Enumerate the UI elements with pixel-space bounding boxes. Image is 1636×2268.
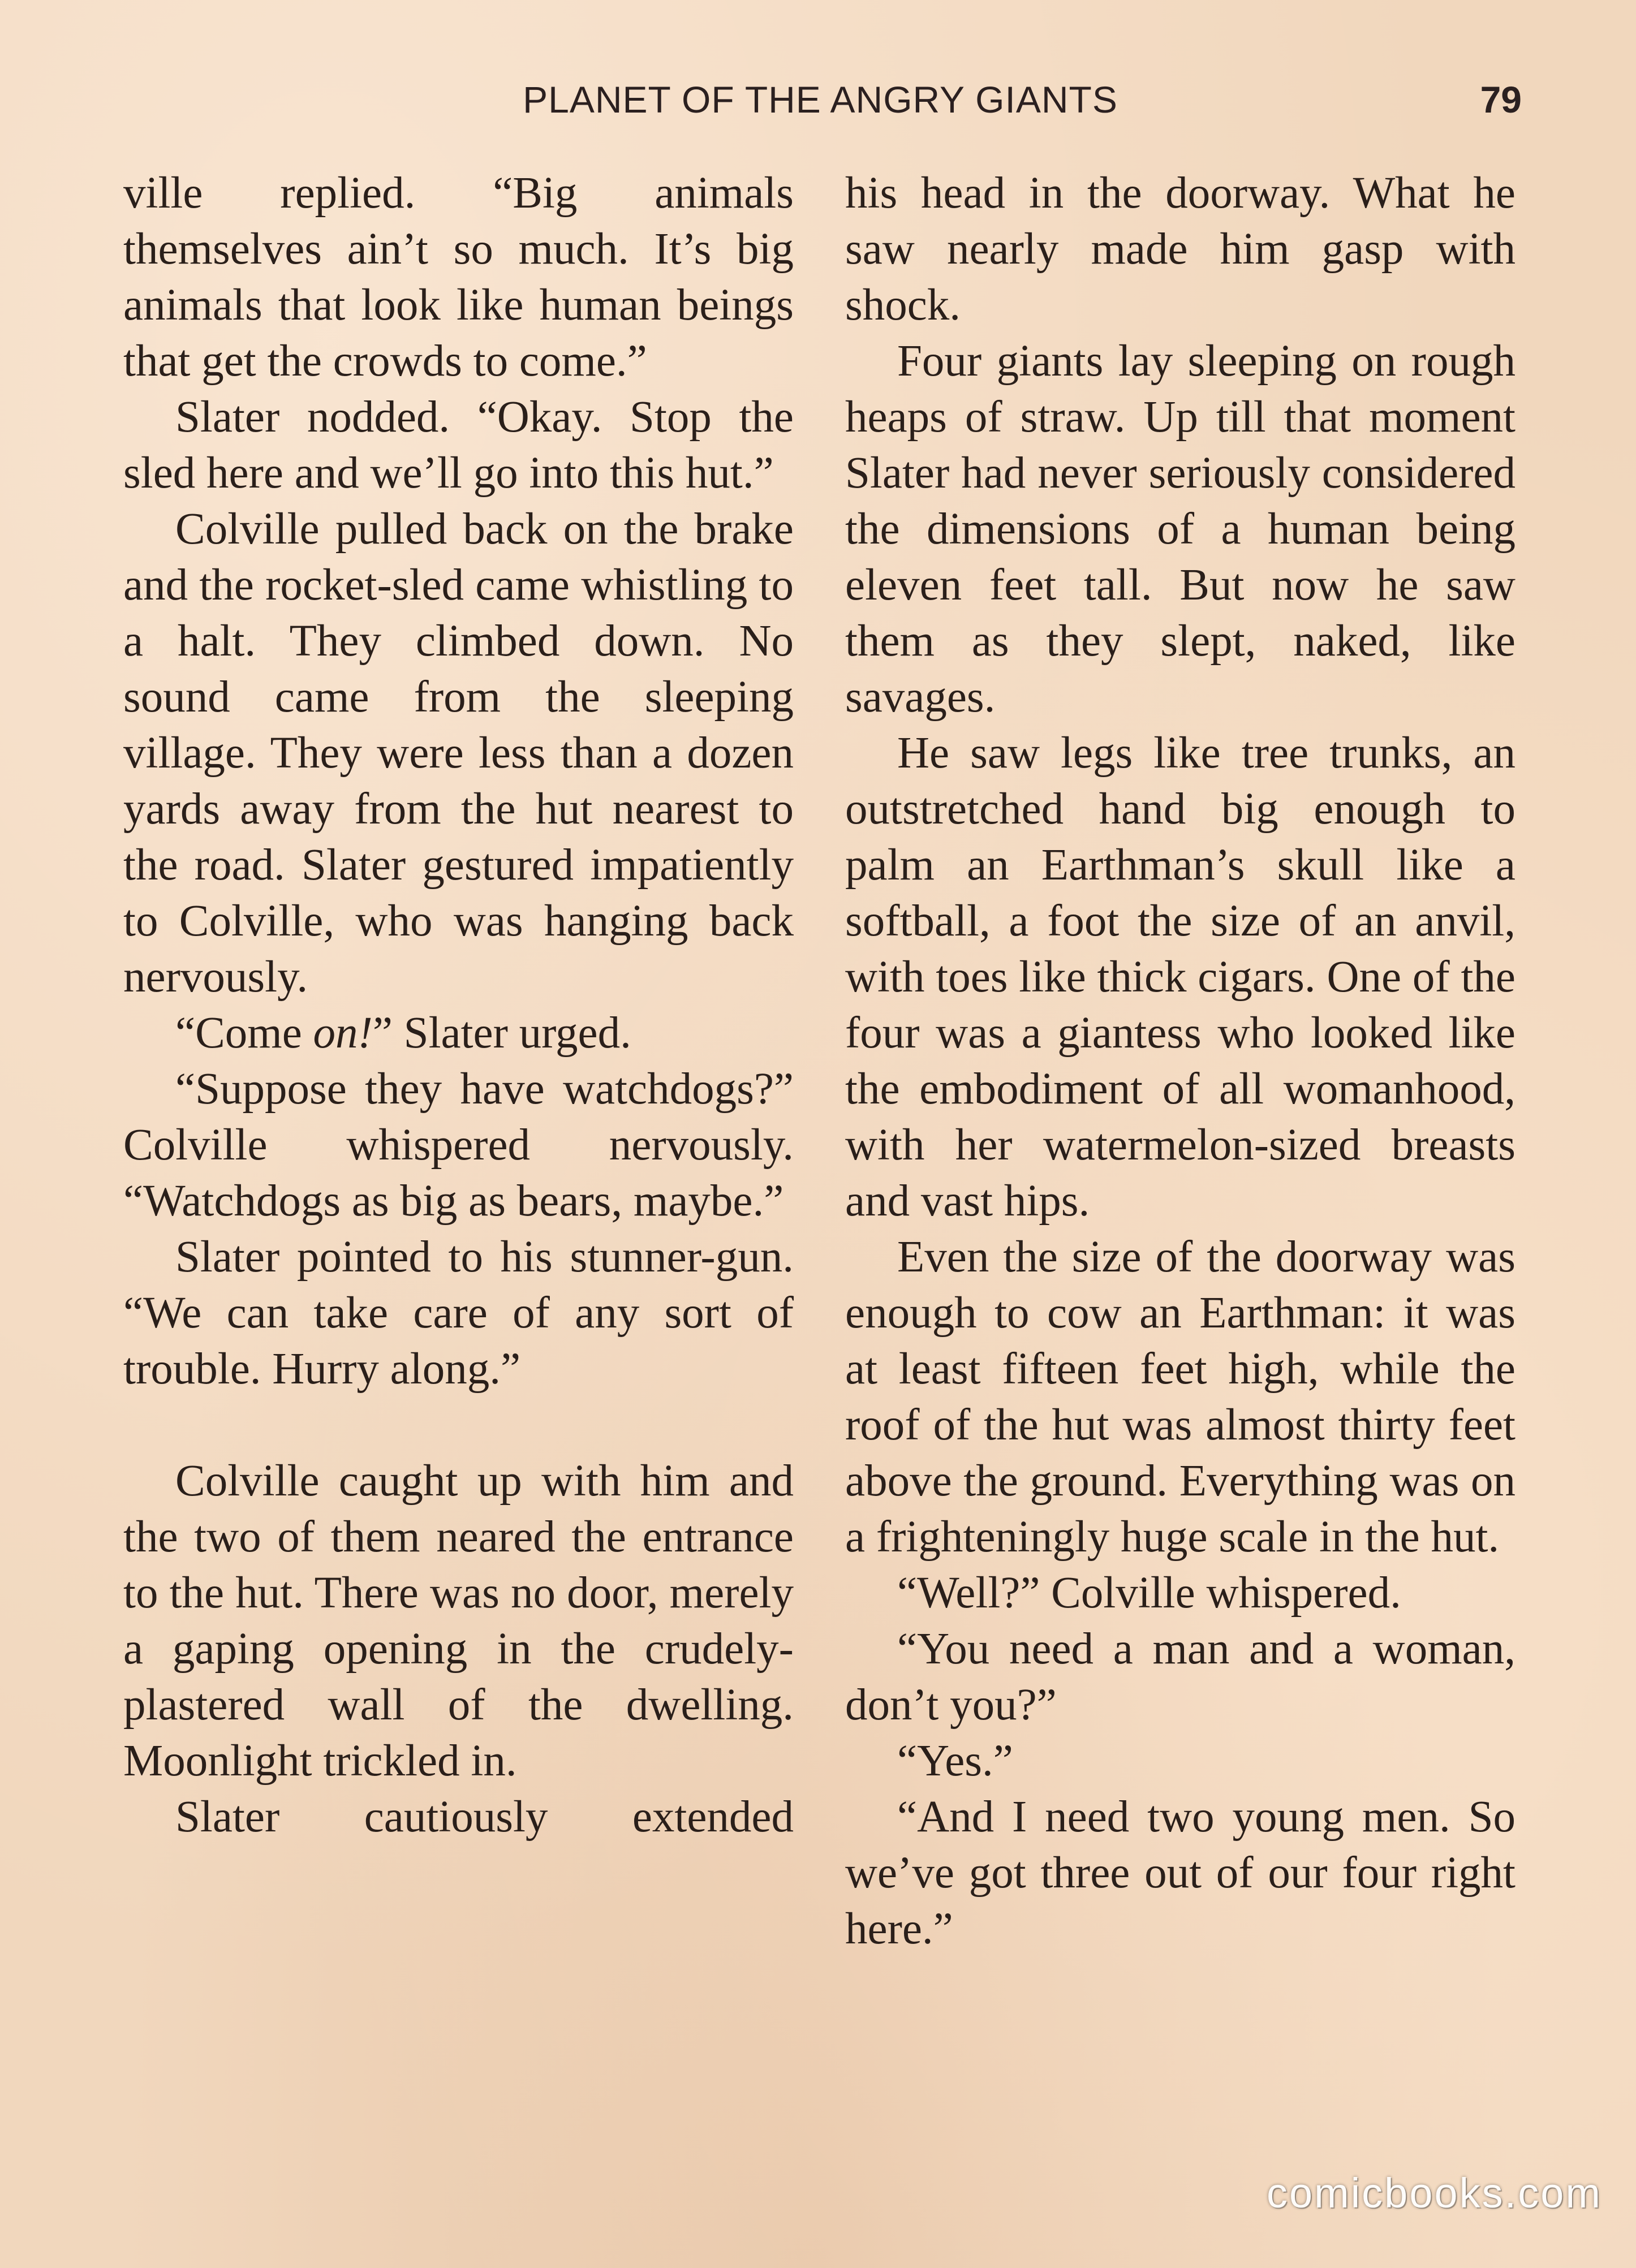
running-title: PLANET OF THE ANGRY GIANTS [523, 79, 1118, 120]
paragraph: Four giants lay sleeping on rough heaps of straw. Up till that moment Slater had never seriously considered the dimensions of a human being eleven feet tall. But now he saw them as they slept, naked, like savages. [845, 337, 1516, 722]
paragraph: Slater nodded. “Okay. Stop the sled here and we’ll go into this hut.” [123, 393, 794, 498]
paragraph: He saw legs like tree trunks, an outstretched hand big enough to palm an Earthman’s skull like a softball, a foot the size of an anvil, with toes like thick cigars. One of the four was a giantess who looked like the embodiment of all womanhood, with her watermelon-sized breasts and vast hips. [845, 728, 1516, 1226]
quote-close: ” Slater urged. [372, 1008, 631, 1058]
paragraph: “Well?” Colville whispered. [897, 1568, 1401, 1618]
right-text-column [845, 165, 1516, 1957]
paragraph: Slater cautiously extended [175, 1792, 794, 1842]
paragraph: Even the size of the doorway was enough to cow an Earthman: it was at least fifteen feet high, while the roof of the hut was almost thirty feet above the ground. Everything was on a frighteningly huge scale in the hut. [845, 1232, 1516, 1562]
paragraph: “And I need two young men. So we’ve got three out of our four right here.” [845, 1792, 1516, 1954]
watermark: comicbooks.com [1266, 2170, 1602, 2217]
paragraph: “Suppose they have watchdogs?” Colville whispered nervously. “Watchdogs as big as bears, maybe.” [123, 1064, 794, 1226]
page-number: 79 [1480, 79, 1522, 120]
quote-open: “Come [175, 1008, 313, 1058]
paragraph: “You need a man and a woman, don’t you?” [845, 1624, 1516, 1730]
paragraph: ville replied. “Big animals themselves ain’t so much. It’s big animals that look like human beings that get the crowds to come.” [123, 169, 794, 386]
paragraph: his head in the doorway. What he saw nearly made him gasp with shock. [845, 169, 1516, 330]
paragraph: Slater pointed to his stunner-gun. “We can take care of any sort of trouble. Hurry along.” [123, 1232, 794, 1394]
paragraph: Colville caught up with him and the two of them neared the entrance to the hut. There was no door, merely a gaping opening in the crudely-plastered wall of the dwelling. Moonlight trickled in. [123, 1456, 794, 1786]
emphasis-text: on! [313, 1008, 373, 1058]
running-head [0, 78, 1636, 140]
paragraph [123, 1005, 794, 1061]
left-text-column [123, 165, 794, 1845]
paragraph: “Yes.” [897, 1736, 1013, 1786]
paragraph: Colville pulled back on the brake and the rocket-sled came whistling to a halt. They climbed down. No sound came from the sleeping village. They were less than a dozen yards away from the hut nearest to the road. Slater gestured impatiently to Colville, who was hanging back nervously. [123, 505, 794, 1002]
